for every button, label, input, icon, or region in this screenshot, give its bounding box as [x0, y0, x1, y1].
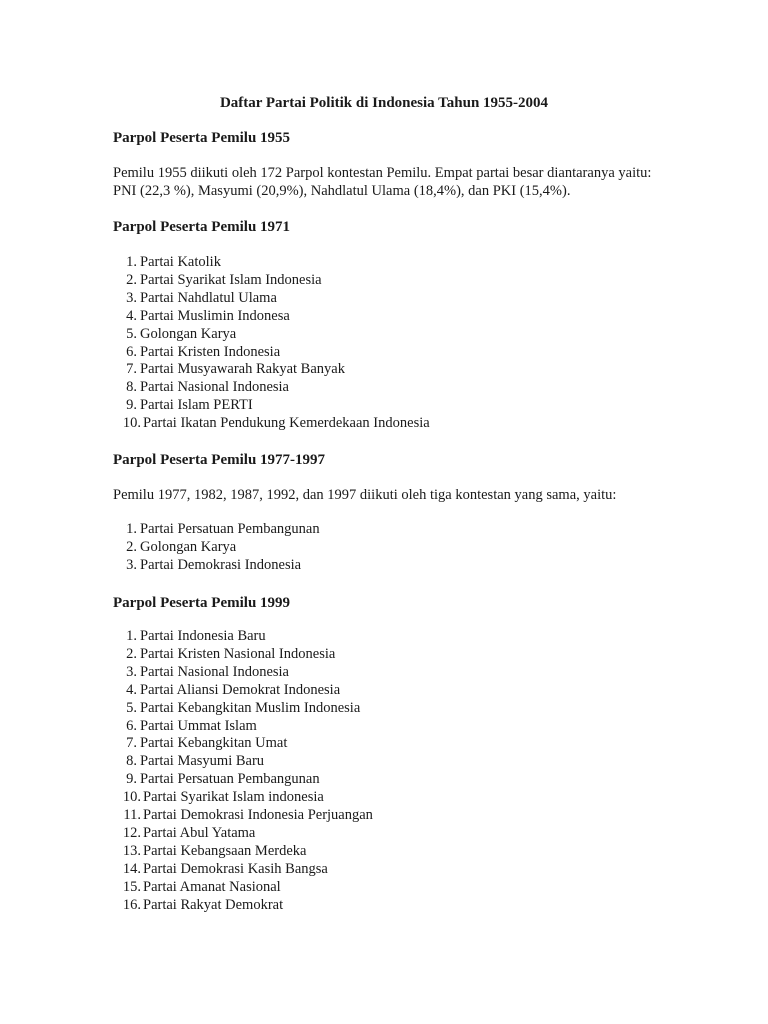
list-item	[113, 700, 373, 718]
section-heading-1955: Parpol Peserta Pemilu 1955	[113, 130, 291, 146]
list-item-number: 8.	[126, 379, 137, 396]
list-item	[113, 789, 373, 807]
list-item-text: Partai Ummat Islam	[140, 717, 257, 734]
list-item-number: 9.	[126, 397, 137, 414]
list-item-text: Partai Musyawarah Rakyat Banyak	[140, 361, 345, 378]
section-paragraph-1977-1997: Pemilu 1977, 1982, 1987, 1992, dan 1997 diikuti oleh tiga kontestan yang sama, yaitu:	[113, 487, 617, 503]
list-item-text: Partai Kebangsaan Merdeka	[143, 842, 307, 859]
list-item-number: 7.	[126, 361, 137, 378]
list-item-text: Partai Katolik	[140, 254, 221, 270]
list-item-text: Partai Syarikat Islam indonesia	[143, 789, 324, 806]
list-item-text: Golongan Karya	[140, 325, 237, 342]
list-item-number: 1.	[126, 628, 137, 644]
list-item-number: 12.	[122, 824, 141, 841]
party-list-1977-1997	[113, 521, 320, 575]
list-item-number: 2.	[126, 538, 137, 555]
list-item-text: Partai Demokrasi Indonesia Perjuangan	[143, 807, 373, 824]
list-item-text: Partai Syarikat Islam Indonesia	[140, 271, 322, 288]
list-item-number: 6.	[126, 343, 137, 360]
list-item	[113, 843, 373, 861]
list-item	[113, 682, 373, 700]
section-heading-1999: Parpol Peserta Pemilu 1999	[113, 595, 291, 611]
list-item-number: 7.	[126, 735, 137, 752]
list-item-number: 2.	[126, 271, 137, 288]
list-item-text: Partai Aliansi Demokrat Indonesia	[140, 681, 341, 698]
list-item-text: Partai Nasional Indonesia	[140, 663, 289, 680]
list-item-number: 1.	[126, 521, 137, 537]
list-item	[113, 897, 373, 915]
list-item	[113, 825, 373, 843]
list-item-text: Partai Kebangkitan Muslim Indonesia	[140, 699, 361, 716]
list-item	[113, 646, 373, 664]
list-item-text: Partai Nasional Indonesia	[140, 379, 289, 396]
list-item-text: Partai Islam PERTI	[140, 397, 253, 414]
list-item	[113, 379, 430, 397]
section-heading-1971: Parpol Peserta Pemilu 1971	[113, 219, 291, 235]
list-item	[113, 415, 430, 433]
list-item-text: Partai Persatuan Pembangunan	[140, 771, 320, 788]
list-item	[113, 753, 373, 771]
list-item-number: 1.	[126, 254, 137, 270]
list-item-text: Partai Demokrasi Indonesia	[140, 556, 302, 573]
list-item-text: Partai Indonesia Baru	[140, 628, 266, 644]
list-item-number: 15.	[122, 878, 141, 895]
list-item-text: Partai Nahdlatul Ulama	[140, 289, 277, 306]
list-item	[113, 557, 320, 575]
list-item-text: Partai Kristen Nasional Indonesia	[140, 645, 336, 662]
list-item	[113, 718, 373, 736]
list-item	[113, 879, 373, 897]
list-item-number: 8.	[126, 753, 137, 770]
list-item-text: Partai Kristen Indonesia	[140, 343, 281, 360]
list-item-number: 9.	[126, 771, 137, 788]
section-paragraph-1955: Pemilu 1955 diikuti oleh 172 Parpol kontestan Pemilu. Empat partai besar diantaranya yaitu: PNI (22,3 %), Masyumi (20,9%), Nahdlatul Ulama (18,4%), dan PKI (15,4%).	[113, 165, 652, 199]
list-item-number: 10.	[122, 789, 141, 806]
list-item-text: Golongan Karya	[140, 538, 237, 555]
list-item-number: 16.	[122, 896, 141, 913]
list-item-number: 13.	[122, 842, 141, 859]
list-item-number: 6.	[126, 717, 137, 734]
list-item-text: Partai Rakyat Demokrat	[143, 896, 284, 913]
list-item-number: 10.	[122, 415, 141, 432]
list-item	[113, 254, 430, 272]
party-list-1971	[113, 254, 430, 433]
list-item	[113, 664, 373, 682]
list-item	[113, 361, 430, 379]
list-item-number: 14.	[122, 860, 141, 877]
list-item	[113, 735, 373, 753]
list-item	[113, 521, 320, 539]
list-item	[113, 807, 373, 825]
list-item-text: Partai Persatuan Pembangunan	[140, 521, 320, 537]
list-item-text: Partai Abul Yatama	[143, 824, 256, 841]
list-item-number: 3.	[126, 556, 137, 573]
party-list-1999	[113, 628, 373, 915]
list-item	[113, 344, 430, 362]
list-item-number: 11.	[123, 807, 141, 824]
list-item-number: 2.	[126, 645, 137, 662]
list-item-number: 3.	[126, 289, 137, 306]
list-item	[113, 628, 373, 646]
list-item-text: Partai Ikatan Pendukung Kemerdekaan Indonesia	[143, 415, 430, 432]
section-heading-1977-1997: Parpol Peserta Pemilu 1977-1997	[113, 452, 326, 468]
list-item	[113, 397, 430, 415]
document-title: Daftar Partai Politik di Indonesia Tahun 1955-2004	[219, 95, 549, 111]
list-item-text: Partai Kebangkitan Umat	[140, 735, 288, 752]
list-item-number: 3.	[126, 663, 137, 680]
list-item	[113, 861, 373, 879]
list-item	[113, 290, 430, 308]
list-item-text: Partai Amanat Nasional	[143, 878, 281, 895]
list-item	[113, 308, 430, 326]
list-item-number: 5.	[126, 325, 137, 342]
list-item-text: Partai Demokrasi Kasih Bangsa	[143, 860, 328, 877]
list-item	[113, 326, 430, 344]
list-item-number: 4.	[126, 307, 137, 324]
list-item-text: Partai Masyumi Baru	[140, 753, 265, 770]
list-item	[113, 272, 430, 290]
list-item-text: Partai Muslimin Indonesa	[140, 307, 290, 324]
list-item	[113, 771, 373, 789]
list-item-number: 4.	[126, 681, 137, 698]
list-item-number: 5.	[126, 699, 137, 716]
list-item	[113, 539, 320, 557]
